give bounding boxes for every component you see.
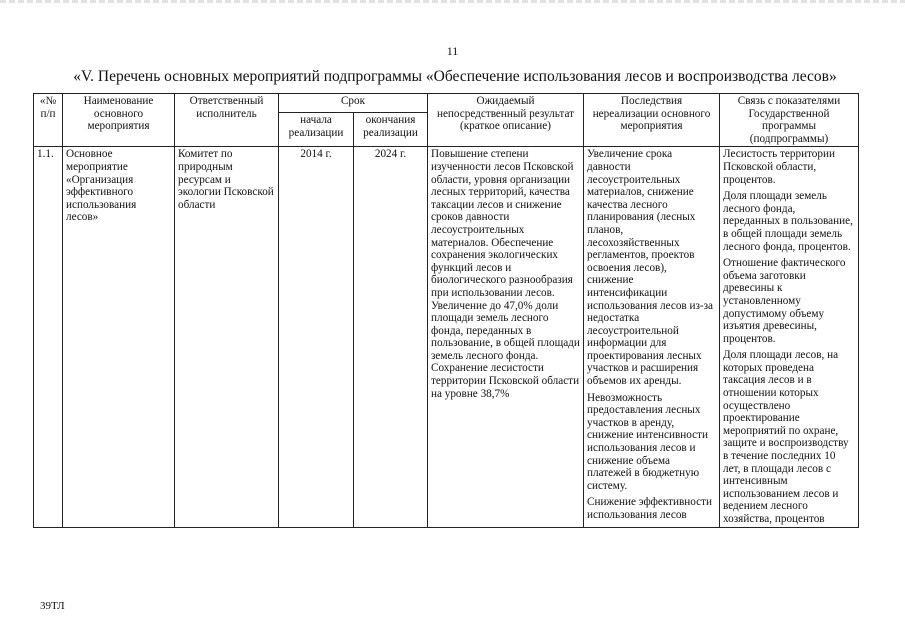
scan-edge [0, 0, 905, 3]
consequence-paragraph: Увеличение срока давности лесоустроительных материалов, снижение качества лесного планирования (лесных планов, лесохозяйственных регламентов, проектов освоения лесов), снижение интенсификации использования лесов из-за недостатка лесоустроительной информации для проектирования лесных участков и расширения объемов их аренды. [587, 148, 714, 388]
indicator-paragraph: Доля площади земель лесного фонда, переданных в пользование, в общей площади земель лесного фонда, процентов. [723, 190, 853, 253]
indicator-paragraph: Отношение фактического объема заготовки древесины к установленному допустимому объему изъятия древесины, процентов. [723, 257, 846, 345]
header-executor: Ответственный исполнитель [175, 94, 279, 147]
cell-num: 1.1. [34, 147, 63, 527]
header-result: Ожидаемый непосредственный результат (краткое описание) [428, 94, 584, 147]
header-term-end: окончания реализации [354, 113, 428, 147]
cell-consequences [584, 147, 720, 527]
activities-table [33, 93, 859, 528]
cell-indicators [720, 147, 859, 527]
table-row [34, 147, 859, 527]
consequence-paragraph: Снижение эффективности использования лесов [587, 496, 713, 521]
header-name: Наименование основного мероприятия [63, 94, 175, 147]
header-row [34, 94, 859, 113]
header-indicators: Связь с показателями Государственной программы (подпрограммы) [720, 94, 859, 147]
section-heading: «V. Перечень основных мероприятий подпрограммы «Обеспечение использования лесов и воспроизводства лесов» [73, 68, 837, 85]
consequence-paragraph: Невозможность предоставления лесных участков в аренду, снижение интенсивности использования лесов и снижение объема платежей в бюджетную систему. [587, 391, 708, 492]
page-number: 11 [446, 44, 459, 58]
header-consequences: Последствия нереализации основного мероприятия [584, 94, 720, 147]
cell-end: 2024 г. [354, 147, 428, 527]
cell-executor: Комитет по природным ресурсам и экологии Псковской области [175, 147, 279, 527]
header-term-start: начала реализации [279, 113, 354, 147]
header-term: Срок [279, 94, 428, 113]
indicator-paragraph: Доля площади лесов, на которых проведена таксация лесов и в отношении которых осуществлено проектирование мероприятий по охране, защите и воспроизводству в течение последних 10 лет, в площади лесов с интенсивным использованием лесов и ведением лесного хозяйства, процентов [723, 349, 849, 525]
indicator-paragraph: Лесистость территории Псковской области, процентов. [723, 148, 835, 186]
cell-name: Основное мероприятие «Организация эффективного использования лесов» [63, 147, 175, 527]
cell-result: Повышение степени изученности лесов Псковской области, уровня организации лесных территорий, качества таксации лесов и снижение сроков давности лесоустроительных материалов. Обеспечение сохранения экологических функций лесов и биологического разнообразия при использовании лесов. Увеличение до 47,0% доли площади земель лесного фонда, переданных в пользование, в общей площади земель лесного фонда. Сохранение лесистости территории Псковской области на уровне 38,7% [428, 147, 584, 527]
footer-code: 39ТЛ [40, 600, 65, 612]
cell-start: 2014 г. [279, 147, 354, 527]
header-num: «№ п/п [34, 94, 63, 147]
